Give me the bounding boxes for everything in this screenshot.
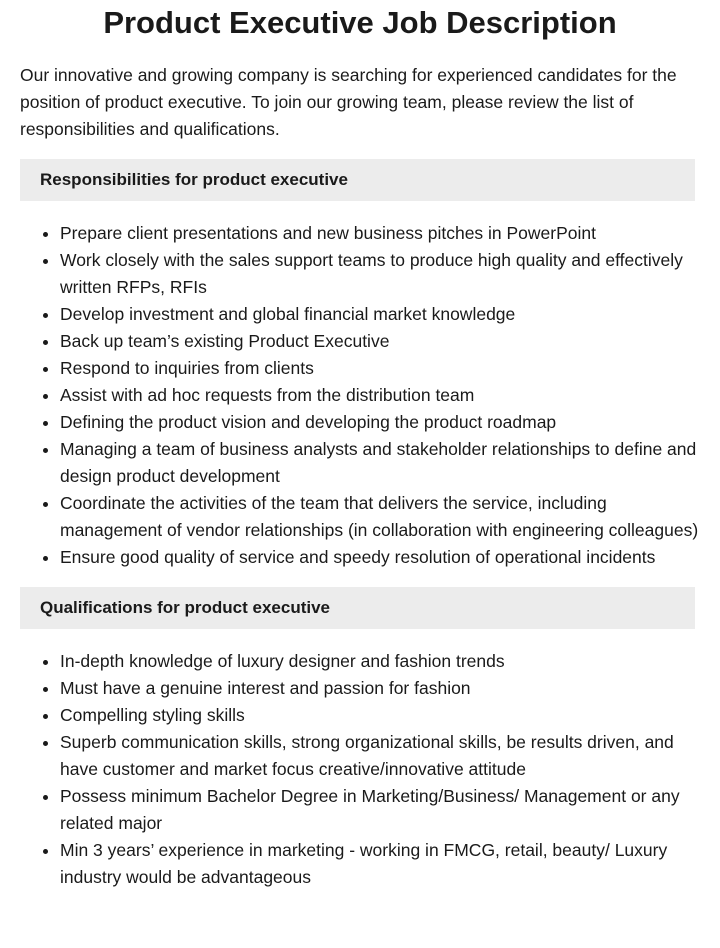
page-title: Product Executive Job Description: [103, 5, 617, 40]
responsibilities-heading: Responsibilities for product executive: [20, 159, 695, 201]
list-item: • Work closely with the sales support teams to produce high quality and effectively written RFPs, RFIs: [60, 247, 700, 301]
list-item: • Must have a genuine interest and passion for fashion: [60, 675, 700, 702]
intro-paragraph: Our innovative and growing company is searching for experienced candidates for the position of product executive. To join our growing team, please review the list of responsibilities and qualifications.: [20, 65, 677, 139]
qualifications-list: [20, 648, 700, 891]
responsibilities-list: [20, 220, 700, 571]
list-item: • Prepare client presentations and new business pitches in PowerPoint: [60, 220, 700, 247]
list-item: • Coordinate the activities of the team that delivers the service, including management of vendor relationships (in collaboration with engineering colleagues): [60, 490, 700, 544]
qualifications-heading: Qualifications for product executive: [20, 587, 695, 629]
list-item: • Assist with ad hoc requests from the distribution team: [60, 382, 700, 409]
list-item: • Defining the product vision and developing the product roadmap: [60, 409, 700, 436]
list-item: • In-depth knowledge of luxury designer and fashion trends: [60, 648, 700, 675]
list-item: • Respond to inquiries from clients: [60, 355, 700, 382]
list-item: • Superb communication skills, strong organizational skills, be results driven, and have customer and market focus creative/innovative attitude: [60, 729, 700, 783]
list-item: • Managing a team of business analysts and stakeholder relationships to define and design product development: [60, 436, 700, 490]
list-item: • Compelling styling skills: [60, 702, 700, 729]
list-item: • Min 3 years’ experience in marketing - working in FMCG, retail, beauty/ Luxury industry would be advantageous: [60, 837, 700, 891]
list-item: • Ensure good quality of service and speedy resolution of operational incidents: [60, 544, 700, 571]
list-item: • Possess minimum Bachelor Degree in Marketing/Business/ Management or any related major: [60, 783, 700, 837]
list-item: • Develop investment and global financial market knowledge: [60, 301, 700, 328]
list-item: • Back up team’s existing Product Executive: [60, 328, 700, 355]
